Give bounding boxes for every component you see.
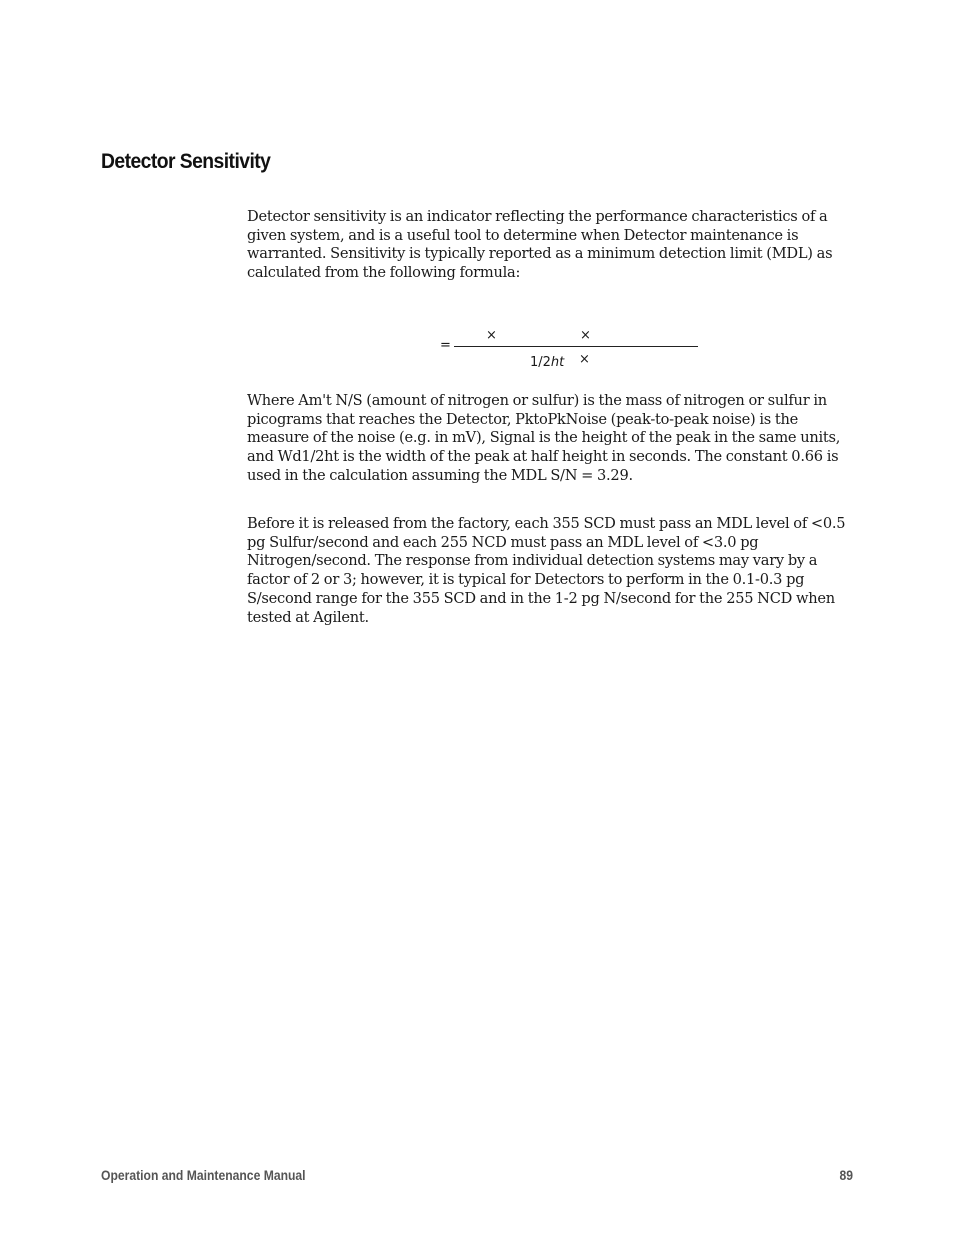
denominator-prefix: 1/2 [530,355,551,370]
section-title: Detector Sensitivity [101,150,271,173]
footer-manual-title: Operation and Maintenance Manual [101,1168,306,1183]
multiply-symbol: × [579,352,590,367]
footer-page-number: 89 [839,1168,853,1183]
formula-equals-sign: = [440,338,451,353]
multiply-symbol: × [580,328,591,343]
mdl-formula [430,325,710,375]
factory-spec-paragraph: Before it is released from the factory, each 355 SCD must pass an MDL level of <0.5 pg Sulfur/second and each 255 NCD must pass an MDL level of <3.0 pg Nitrogen/second. The response from individual detection systems may vary by a factor of 2 or 3; however, it is typical for Detectors to perform in the 0.1-0.3 pg S/second range for the 355 SCD and in the 1-2 pg N/second for the 255 NCD when tested at Agilent. [247,515,846,626]
multiply-symbol: × [486,328,497,343]
definitions-paragraph: Where Am't N/S (amount of nitrogen or sulfur) is the mass of nitrogen or sulfur in picograms that reaches the Detector, PktoPkNoise (peak-to-peak noise) is the measure of the noise (e.g. in mV), Signal is the height of the peak in the same units, and Wd1/2ht is the width of the peak at half height in seconds. The constant 0.66 is used in the calculation assuming the MDL S/N = 3.29. [247,392,841,484]
formula-denominator [530,355,564,370]
denominator-italic: ht [550,355,565,370]
intro-paragraph: Detector sensitivity is an indicator reflecting the performance characteristics of a given system, and is a useful tool to determine when Detector maintenance is warranted. Sensitivity is typically reported as a minimum detection limit (MDL) as calculated from the following formula: [247,208,833,282]
fraction-bar [454,346,698,347]
